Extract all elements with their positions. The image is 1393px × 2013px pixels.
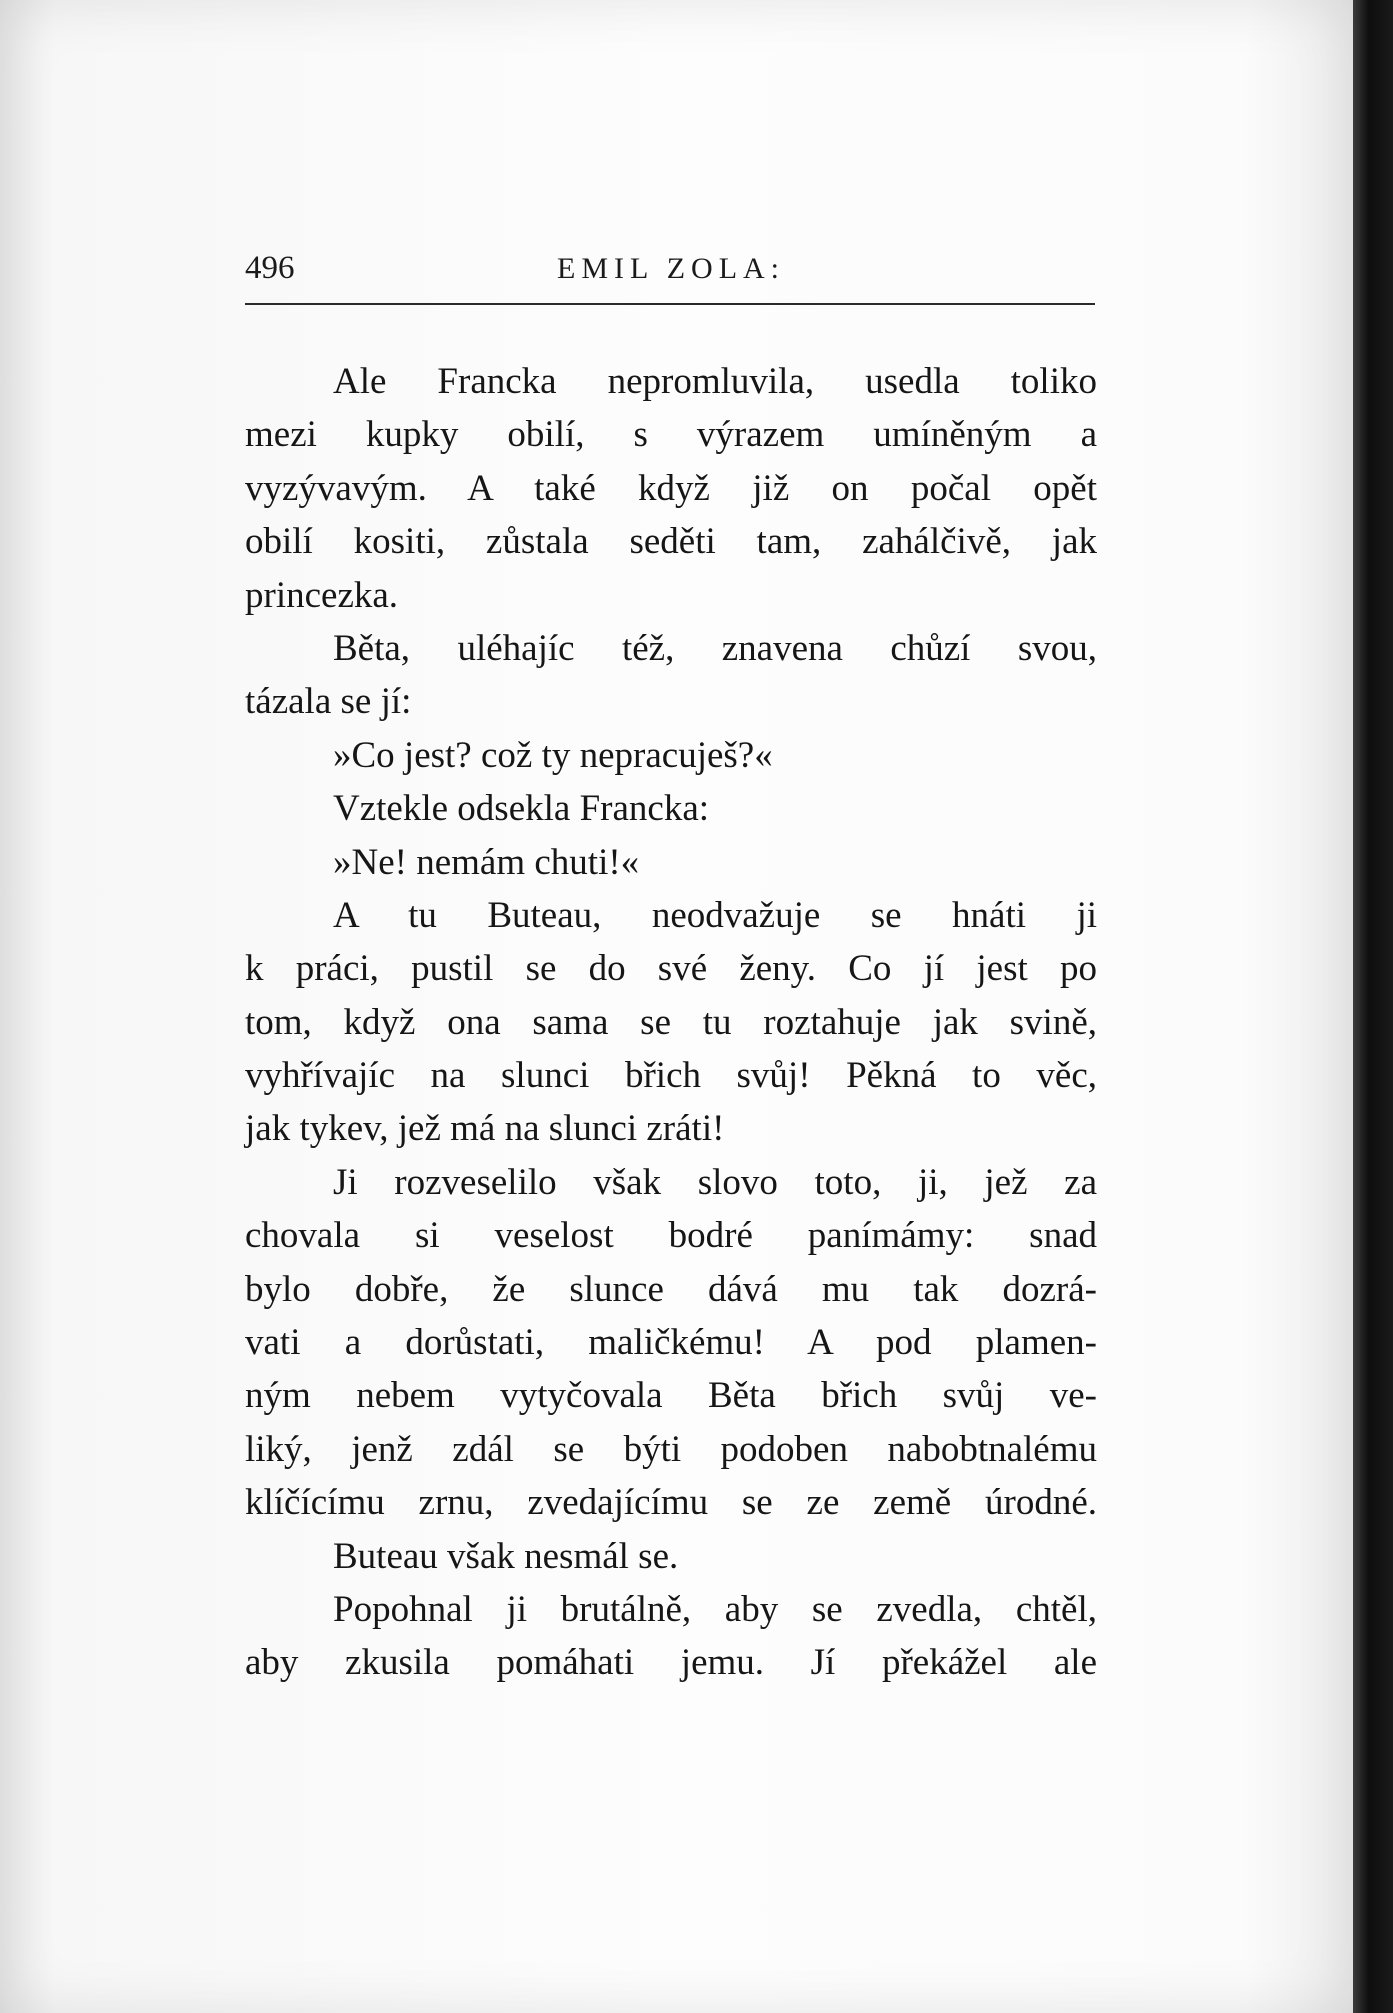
text-line: vyzývavým. A také když již on počal opět: [245, 467, 1097, 509]
text-line: A tu Buteau, neodvažuje se hnáti ji: [333, 894, 1097, 936]
text-line: liký, jenž zdál se býti podoben nabobtnalému: [245, 1428, 1097, 1470]
page-header: [245, 250, 1095, 296]
text-line: bylo dobře, že slunce dává mu tak dozrá-: [245, 1268, 1097, 1310]
text-line: klíčícímu zrnu, zvedajícímu se ze země úrodné.: [245, 1482, 1097, 1524]
text-line: jak tykev, jež má na slunci zráti!: [245, 1108, 725, 1150]
text-line: Ji rozveselilo však slovo toto, ji, jež za: [333, 1161, 1097, 1203]
page-number: 496: [245, 250, 295, 286]
text-line: k práci, pustil se do své ženy. Co jí jest po: [245, 948, 1097, 990]
text-line: Běta, uléhajíc též, znavena chůzí svou,: [333, 627, 1097, 669]
text-line: Ale Francka nepromluvila, usedla toliko: [333, 361, 1097, 402]
text-line: obilí kositi, zůstala seděti tam, zahálčivě, jak: [245, 521, 1097, 563]
text-line: mezi kupky obilí, s výrazem umíněným a: [245, 414, 1097, 456]
text-line: chovala si veselost bodré panímámy: snad: [245, 1215, 1097, 1257]
text-line: Vztekle odsekla Francka:: [333, 788, 710, 830]
running-head: EMIL ZOLA:: [557, 252, 786, 285]
text-line: vati a dorůstati, maličkému! A pod plamen-: [245, 1322, 1097, 1364]
text-line: »Co jest? což ty nepracuješ?«: [333, 734, 773, 776]
text-line: ným nebem vytyčovala Běta břich svůj ve-: [245, 1375, 1097, 1417]
text-line: vyhřívajíc na slunci břich svůj! Pěkná to věc,: [245, 1055, 1097, 1097]
text-line: tázala se jí:: [245, 681, 412, 723]
body-text: [245, 355, 1097, 1690]
text-line: Popohnal ji brutálně, aby se zvedla, chtěl,: [333, 1588, 1097, 1630]
page-binding-edge: [1353, 0, 1393, 2013]
text-line: Buteau však nesmál se.: [333, 1535, 679, 1577]
text-line: tom, když ona sama se tu roztahuje jak svině,: [245, 1001, 1097, 1043]
header-rule: [245, 303, 1095, 305]
text-line: »Ne! nemám chuti!«: [333, 841, 640, 883]
text-line: aby zkusila pomáhati jemu. Jí překážel ale: [245, 1642, 1097, 1684]
text-line: princezka.: [245, 574, 399, 616]
